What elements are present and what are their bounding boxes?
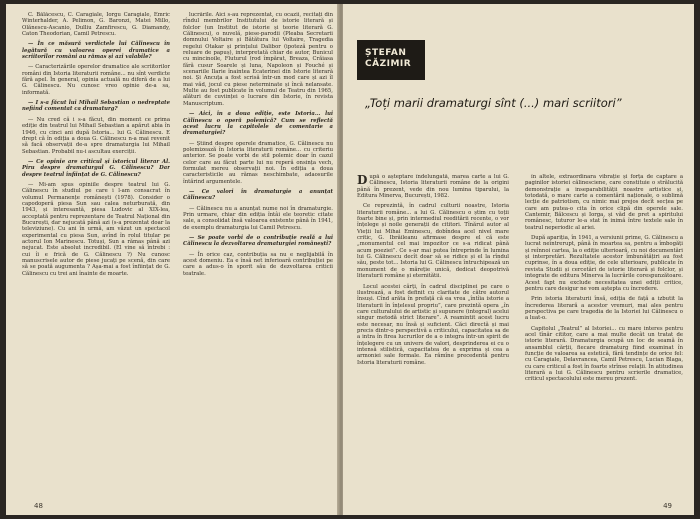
paragraph-text: După apariția, în 1941, a versiunii prime, G. Călinescu a lucrat neîntrerupt, până în moartea sa, pentru a îmbogăți și reînnoi cartea, la o ediție ulterioară, cu noi documentări și interpretări. Rezultatele acestor îmbunătățiri au fost cuprinse, în a doua ediție, de cele ulterioare, publicate în revista Studii și cercetări de istorie literară și folclor, și integrate de editura Minerva la lucrările corespunzătoare. Acest fapt nu exclude necesitatea unei ediții critice, pentru care desigur ne vom aștepta cu încredere. — [525, 235, 683, 292]
paragraph-text: — Aici, în a doua ediție, este Istoria... lui Călinescu o operă polemică? Cum se reflectă acest lucru la capitolele de comentarie a dramaturgiei? — [183, 111, 333, 137]
paragraph-text: în altele, extraordinara vibrație și forța de captare a paginilor istoriei călinesciene, care constituie o strălucită demonstrație a inseparabilității noastre artistice și, totodată, o mare carte a comentării naționale, o sublimă lecție de patriotism, cu nimic mai prejos decît secțea pe care am putea-o cita în orice clipă din operele sale. Cantemir, Bălcescu și Iorga, și văd de pret a spiritului românesc, tuturor le-a stat în inimă între textele sale în teatrul neperiodic al ariei. — [525, 174, 683, 231]
body-paragraph — [22, 117, 170, 155]
article-title: „Toți marii dramaturgi sînt (...) mari scriitori” — [365, 96, 622, 110]
paragraph-text: Ce reprezintă, în cadrul culturii noastre, Istoria literaturii române... a lui G. Călinescu o știm cu toții foarte bine și, prin intermediul reeditării recente, o vor înțelege și noile generații de cititori. Tînărul autor al Vieții lui Mihai Eminescu, dobîndea acel nivel mare critic, G. Ibrăileanu afirmase despre el că este „monumentul cel mai impozitor ce s-a ridicat până acum poeziei”. Ce s-ar mai putea întreprinde în lumina lui G. Călinescu decît doar să se ridice și el la rîndul său, peste tot... Istoria lui G. Călinescu întruchipează un monument de o măreție unică, dedicat deopotrivă literaturii române și eternitătii. — [357, 203, 509, 280]
interview-question — [22, 100, 170, 113]
body-paragraph — [22, 182, 170, 277]
author-last-name: CĂZIMIR — [365, 59, 412, 69]
body-paragraph — [525, 296, 683, 321]
body-paragraph — [183, 206, 333, 231]
body-paragraph — [22, 12, 170, 37]
body-paragraph — [357, 203, 509, 279]
body-paragraph — [183, 12, 333, 107]
paragraph-text: — În ce măsură verdictele lui Călinescu în legătură cu valoarea operei dramatice a scriitorilor români au rămas și azi valabile? — [22, 41, 170, 61]
body-paragraph — [525, 174, 683, 231]
paragraph-text: — Caracterizările operelor dramatice ale scriitorilor români din Istoria literaturii române... nu sînt verdicte fără apel. În general, opinia actuală nu diferă de a lui G. Călinescu. Nu cunosc vreo opinie de-a sa, informată. — [22, 64, 170, 96]
interview-question — [22, 159, 170, 178]
author-name-box — [357, 40, 425, 80]
paragraph-text: — Nu cred că i s-a făcut, din moment ce prima ediție din teatrul lui Mihail Sebastian a apărut abia în 1946, cu cinci ani după Istoria... lui G. Călinescu. E drept că în ediția a doua G. Călinescu n-a mai revenit să facă observații de-a spre dramaturgia lui Mihail Sebastian. Probabil nu-i ascultau exerciții. — [22, 116, 170, 155]
drop-cap: D — [357, 174, 368, 187]
right-page — [343, 4, 694, 515]
interview-question — [183, 111, 333, 136]
left-page — [6, 4, 339, 515]
body-paragraph — [357, 174, 509, 199]
right-column-2 — [525, 174, 683, 504]
left-column-2 — [183, 12, 333, 500]
interview-question — [22, 41, 170, 60]
page-number-right: 49 — [663, 502, 672, 510]
body-paragraph — [525, 326, 683, 383]
paragraph-text: C. Bălăcescu, C. Caragiale, Iorgu Caragiale, Emric Winterhalder, A. Pelimon, G. Baronzi, Matei Millo, Olănescu-Ascanio, Dulliu Zamfirescu, G. Diamandy, Caton Theodorian, Camil Petrescu. — [22, 12, 170, 38]
paragraph-text: Prin istoria literaturii însă, ediția de față a izbutit la încrederea literară a acestor vremuri, mai ales pentru perspectiva pe care tragedia de la Istoriei lui Călinescu o a luat-o. — [525, 296, 683, 322]
left-column-1 — [22, 12, 170, 500]
paragraph-text: — Ce valori în dramaturgie a anunțat Călinescu? — [183, 188, 333, 202]
paragraph-text: Capitolul „Teatrul” al Istoriei... cu mare interes pentru acel tînăr cititor, care a mai multe decât un tratat de istorie literară. Dramaturgia ocupă un loc de seamă în ansamblul cărții, fiecare dramaturg fiind examinat în funcție de valoarea sa estetică, fără tendințe de orice fel: cu Caragiale, Delavrancea, Camil Petrescu, Lucian Blaga, cu care criticul a fost în foarte strînse relații. În atitudinea literară a lui G. Călinescu pentru scrierile dramatice, criticul spectacolului este mereu prezent. — [525, 325, 683, 383]
paragraph-text: — Călinescu nu a anunțat nume noi în dramaturgie. Prin urmare, chiar din ediția întâi ele teoretic citate sale, a consolidat însă valoarea existente până în 1941, de exemplu dramaturgia lui Camil Petrescu. — [183, 205, 333, 231]
body-paragraph — [183, 141, 333, 185]
paragraph-text: upă o așteptare îndelungată, marea carte a lui G. Călinescu, Istoria literaturii române de la origini până în prezent, vede din nou lumina tiparului, la Editura Minerva, București, 1982. — [357, 174, 509, 200]
paragraph-text: — I s-a făcut lui Mihail Sebastian o nedreptate nefiind comentat ca dramaturg? — [22, 100, 170, 113]
body-paragraph — [357, 284, 509, 366]
body-paragraph — [183, 252, 333, 277]
paragraph-text: — Mi-am spus opiniile despre teatrul lui G. Călinescu în studiul pe care i l-am consacrat în volumul Permanențe românești (1978). Consider o capodoperă piesa Sun sau calea neturburată, din 1943, și interesantă, piesa Ludovic al XIX-lea, acceptată pentru reprezentare de Teatrul Național din București, dar nejucată până azi (s-a prezentat doar la televiziune). Cu ani în urmă, am văzut un spectacol experimental cu piesa Sun, avînd în rolul titular pe actorul Ion Marinescu. Totuși, Sun a rămas până azi nejucat. Este absolut incredibil. (El vine să întrebi : cui îi e frică de G. Călinescu ?) Nu cunosc manuscrisele autor de piese jucați pe scenă, din care să se poată augumenta ? Așa-mai a fost înființat de G. Călinescu cu trei ani înainte de moarte. — [22, 181, 170, 277]
right-column-1 — [357, 174, 509, 504]
paragraph-text: — Se poate vorbi de o contribuție reală a lui Călinescu la dezvoltarea dramaturgiei românești? — [183, 235, 333, 248]
paragraph-text: lucrările. Aici s-au reprezentat, cu ocazii, recitați din rîndul membrilor Institutului de istorie literară și folclor (un Institut de istorie și teorie literară G. Călinescu), o nuvelă, piese-parodii (Pleaba Secretarii domnului Voltaire și Bătătura lui Voltaire, Tragedia regelui Otakar și prințului Dalibor (ipoteză pentru o reluare de papuș), interpretată chiar de autor, Bunicul cu mincinoile, Fluturul (rod împărat, Breaza, Crăiasa fără cusur Soarele și luna, Napoleon și Fouché și scenariile Ilarie înaintea Ecaterinei din Istorie literară noi. Și Ancuța a fost scrisă într-un mod care și azi îl mai văd, jocul cu piese neterminate și încă nelansate. Multe au fost publicate în volumul de Teatru din 1965, alături de cuviinței o lucrare din Istorie, în revista Manuscriptum. — [183, 12, 333, 107]
interview-question — [183, 235, 333, 248]
paragraph-text: — Ce opinie are criticul și istoricul literar Al. Piru despre dramaturgul G. Călinescu? Dar despre teatrul înființat de G. Călinescu? — [22, 158, 170, 178]
body-paragraph — [525, 235, 683, 292]
page-number-left: 48 — [34, 502, 43, 510]
paragraph-text: — Știind despre operele dramatice, G. Călinescu nu polemizează în Istoria literaturii române... cu criteriu anterior. Se poate vorbi de stil polemic doar în cazul celor care au făcut parte lui nu reperă onsința vech, formulat mereu observații noi. În ediția a doua caracteristicile au rămas neschimbate, adaosurile întărind argumentele. — [183, 140, 333, 185]
paragraph-text: Locul acestei cărți, în cadrul disciplinei pe care o ilustrează, a fost definit cu claritate de către autorul însuși. Cînd arăta în prefață că ea vrea „întîia istorie a literaturii în înțelesul propriu”, care prezintă opera „în care culturalului de artistic și supunere (integral) acelui singur metodă strict literare”. A reamintit acest lucru este necesar, nu însă și suficient. Căci directă și mai precis dintr-o perspectivă a criticului, capacitatea sa de a intra în firea lucrurilor de a o integra într-un spirit de înțelegere cu un univers de valori, desprinderea ei cu o intensă stilistică, capacitatea de a exprima și cea a armoniei sale formale. Ea rămîne precedentă pentru Istoria literaturii române. — [357, 283, 509, 366]
body-paragraph — [22, 64, 170, 96]
interview-question — [183, 189, 333, 202]
paragraph-text: — În orice caz, contribuția sa nu e neglijabilă în acest domeniu. Ea e însă net inferioară contribuției pe care a adus-o în sporit său de dezvoltarea criticii teatrale. — [183, 251, 333, 277]
author-first-name: ȘTEFAN — [365, 48, 407, 58]
